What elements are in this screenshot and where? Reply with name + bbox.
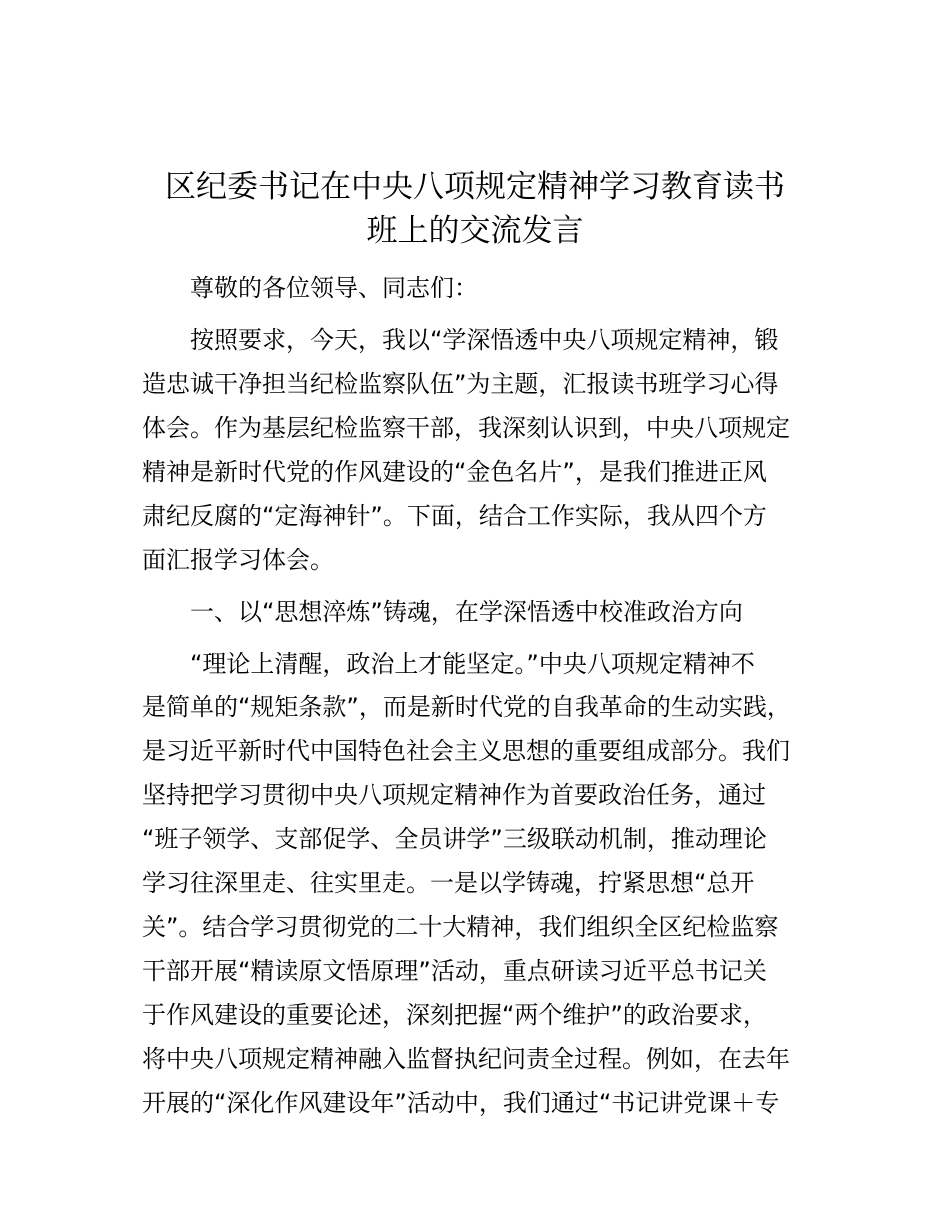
salutation: 尊敬的各位领导、同志们： xyxy=(190,274,478,302)
paragraph-2-line: 将中央八项规定精神融入监督执纪问责全过程。例如，在去年 xyxy=(142,1045,790,1073)
paragraph-1-line: 精神是新时代党的作风建设的“金色名片”，是我们推进正风 xyxy=(142,458,767,486)
paragraph-2-line: 坚持把学习贯彻中央八项规定精神作为首要政治任务，通过 xyxy=(142,781,766,809)
paragraph-2-line: 是习近平新时代中国特色社会主义思想的重要组成部分。我们 xyxy=(142,737,790,765)
paragraph-2-line: 于作风建设的重要论述，深刻把握“两个维护”的政治要求， xyxy=(142,1001,767,1029)
paragraph-1-line: 肃纪反腐的“定海神针”。下面，结合工作实际，我从四个方 xyxy=(142,502,767,530)
document-title-line-1: 区纪委书记在中央八项规定精神学习教育读书 xyxy=(165,169,785,205)
paragraph-1-line: 按照要求，今天，我以“学深悟透中央八项规定精神，锻 xyxy=(190,326,779,354)
paragraph-2-line: 是简单的“规矩条款”，而是新时代党的自我革命的生动实践， xyxy=(142,693,791,721)
paragraph-2-line: 关”。结合学习贯彻党的二十大精神，我们组织全区纪检监察 xyxy=(142,913,779,941)
paragraph-2-line: “理论上清醒，政治上才能坚定。”中央八项规定精神不 xyxy=(190,650,755,678)
paragraph-1-line: 造忠诚干净担当纪检监察队伍”为主题，汇报读书班学习心得 xyxy=(142,370,779,398)
paragraph-2-line: 学习往深里走、往实里走。一是以学铸魂，拧紧思想“总开 xyxy=(142,869,755,897)
paragraph-2-line: 开展的“深化作风建设年”活动中，我们通过“书记讲党课＋专 xyxy=(142,1089,780,1117)
paragraph-1-line: 面汇报学习体会。 xyxy=(142,546,334,574)
paragraph-2-line: “班子领学、支部促学、全员讲学”三级联动机制，推动理论 xyxy=(142,825,767,853)
paragraph-2-line: 干部开展“精读原文悟原理”活动，重点研读习近平总书记关 xyxy=(142,957,767,985)
paragraph-1-line: 体会。作为基层纪检监察干部，我深刻认识到，中央八项规定 xyxy=(142,414,790,442)
document-title-line-2: 班上的交流发言 xyxy=(366,213,584,249)
section-heading: 一、以“思想淬炼”铸魂，在学深悟透中校准政治方向 xyxy=(190,598,743,626)
